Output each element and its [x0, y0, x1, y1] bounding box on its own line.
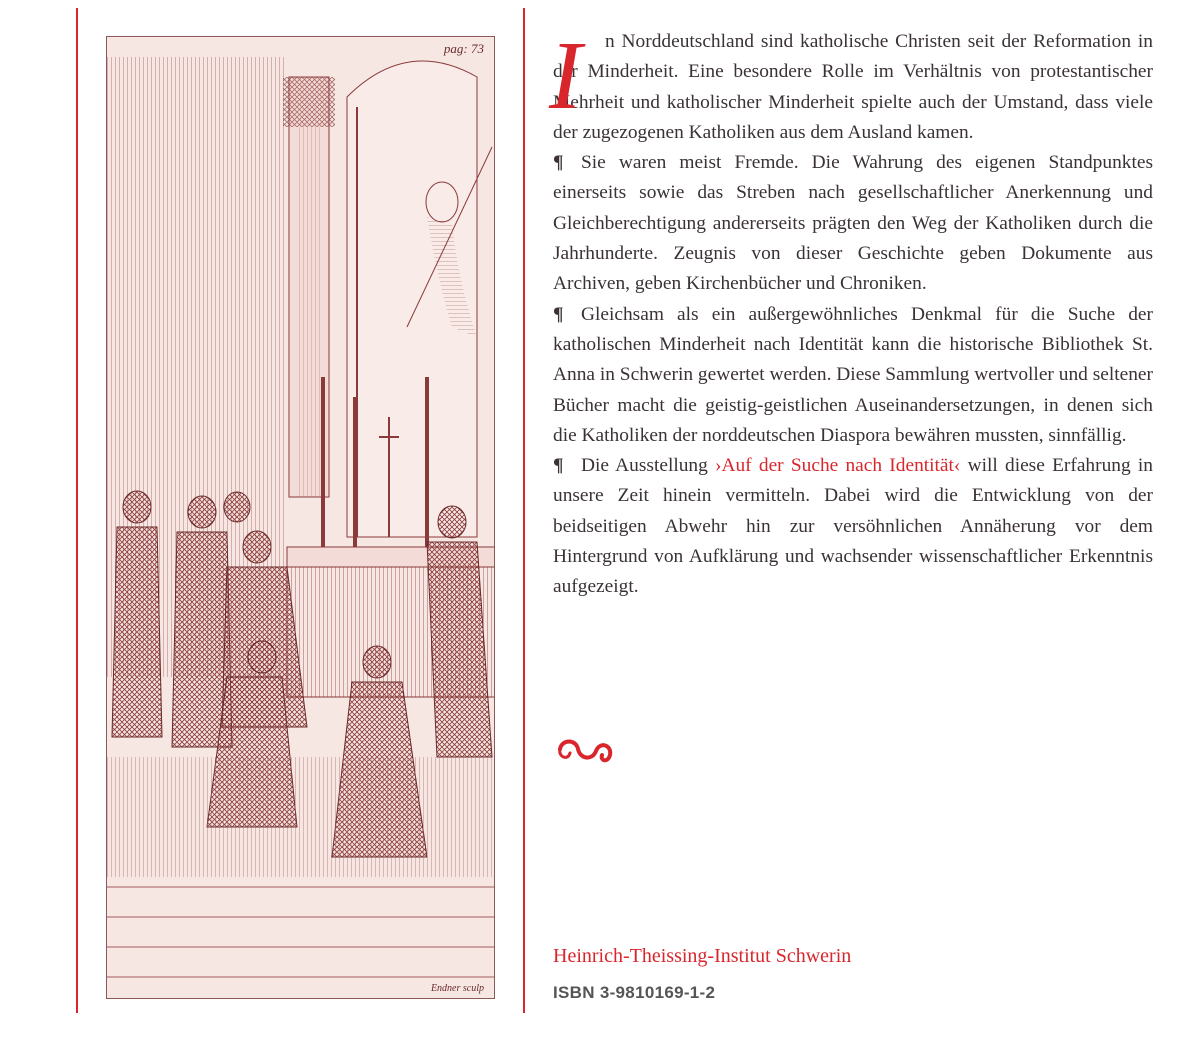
paragraph-2-text: Sie waren meist Fremde. Die Wahrung des eigenen Standpunktes einerseits sowie das Streben nach gesellschaftlicher Anerkennung und Gleichberechtigung andererseits prägten den Weg der Katholiken durch die Jahrhunderte. Zeugnis von dieser Geschichte geben Dokumente aus Archiven, geben Kirchenbücher und Chroniken. — [553, 152, 1153, 295]
swash-ornament-icon — [556, 735, 616, 769]
paragraph-1: n Norddeutschland sind katholische Christen seit der Reformation in der Minderheit. Eine besondere Rolle im Verhältnis von protestantischer Mehrheit und katholischer Minderheit spielte auch der Umstand, dass viele der zugezogenen Katholiken aus dem Ausland kamen. — [553, 31, 1153, 143]
left-border-line — [76, 8, 78, 1013]
drop-cap: I — [549, 22, 582, 130]
pilcrow-icon: ¶ — [553, 152, 564, 174]
isbn-number: ISBN 3-9810169-1-2 — [553, 983, 716, 1002]
paragraph-2 — [553, 148, 1153, 299]
paragraph-3 — [553, 300, 1153, 451]
paragraph-4-text-after: will diese Erfahrung in unsere Zeit hinein vermitteln. Dabei wird die Entwicklung von der beidseitigen Abwehr hin zur versöhnlichen Annäherung vor dem Hintergrund von Aufklärung und wachsender wissenschaftlicher Erkenntnis aufgezeigt. — [553, 455, 1153, 598]
pilcrow-icon: ¶ — [553, 303, 564, 325]
intro-text — [549, 22, 1153, 603]
engraving-illustration — [106, 36, 495, 999]
publisher-name: Heinrich-Theissing-Institut Schwerin — [553, 945, 852, 967]
paragraph-3-text: Gleichsam als ein außergewöhnliches Denkmal für die Suche der katholischen Minderheit nach Identität kann die historische Bibliothek St. Anna in Schwerin gewertet werden. Diese Sammlung wertvoller und seltener Bücher macht die geistig-geistlichen Auseinandersetzungen, in denen sich die Katholiken der norddeutschen Diaspora bewähren mussten, sinnfällig. — [553, 303, 1153, 446]
paragraph-4 — [553, 451, 1153, 602]
paragraph-4-text-before: Die Ausstellung — [581, 455, 716, 477]
right-border-line — [523, 8, 525, 1013]
pilcrow-icon: ¶ — [553, 455, 564, 477]
plate-page-label: pag: 73 — [443, 41, 484, 56]
engraving-picture — [107, 37, 495, 999]
exhibition-title: ›Auf der Suche nach Identität‹ — [715, 455, 961, 477]
engraver-signature: Endner sculp — [430, 983, 484, 994]
